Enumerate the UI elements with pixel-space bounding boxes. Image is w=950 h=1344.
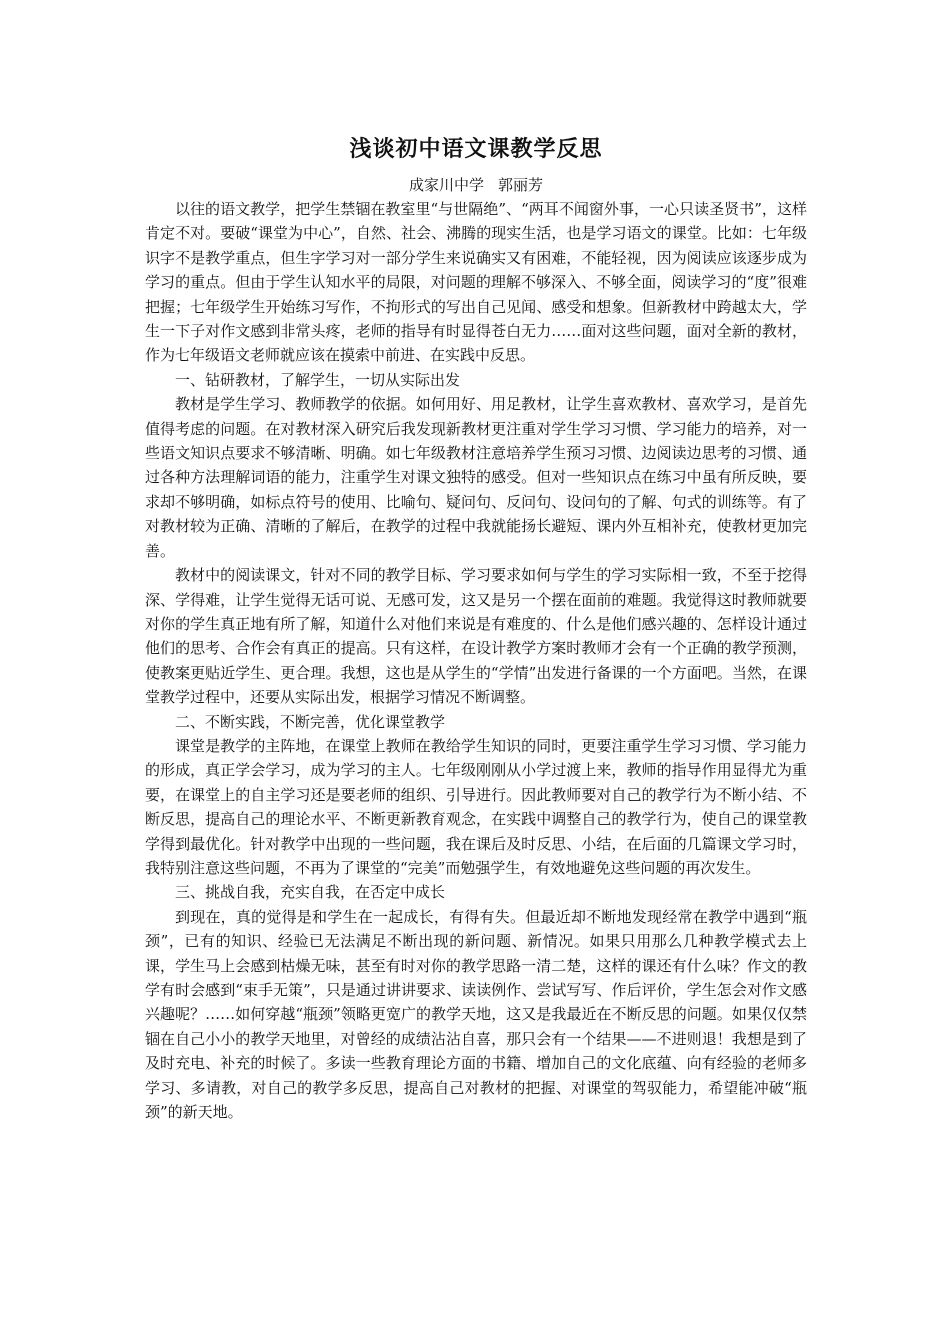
page-title: 浅谈初中语文课教学反思 — [349, 137, 603, 162]
author-name: 郭丽芳 — [498, 176, 544, 194]
section-heading-2: 二、不断实践，不断完善，优化课堂教学 — [175, 712, 446, 731]
paragraph-intro: 以往的语文教学，把学生禁锢在教室里“与世隔绝”、“两耳不闻窗外事，一心只读圣贤书”，这样肯定不对。要破“课堂为中心”，自然、社会、沸腾的现实生活，也是学习语文的课堂。比如：七年级识字不是教学重点，但生字学习对一部分学生来说确实又有困难，不能轻视，因为阅读应该逐步成为学习的重点。但由于学生认知水平的局限，对问题的理解不够深入、不够全面，阅读学习的“度”很难把握；七年级学生开始练习写作，不拘形式的写出自己见闻、感受和想象。但新教材中跨越太大，学生一下子对作文感到非常头疼，老师的指导有时显得苍白无力……面对这些问题，面对全新的教材，作为七年级语文老师就应该在摸索中前进、在实践中反思。 — [145, 200, 807, 365]
paragraph-1a: 教材是学生学习、教师教学的依据。如何用好、用足教材，让学生喜欢教材、喜欢学习，是首先值得考虑的问题。在对教材深入研究后我发现新教材更注重对学生学习习惯、学习能力的培养，对一些语文知识点要求不够清晰、明确。如七年级教材注意培养学生预习习惯、边阅读边思考的习惯、通过各种方法理解词语的能力，注重学生对课文独特的感受。但对一些知识点在练习中虽有所反映，要求却不够明确，如标点符号的使用、比喻句、疑问句、反问句、设问句的了解、句式的训练等。有了对教材较为正确、清晰的了解后，在教学的过程中我就能扬长避短、课内外互相补充，使教材更加完善。 — [145, 395, 807, 560]
document-body — [145, 135, 807, 1124]
author-line — [145, 173, 807, 197]
paragraph-1b: 教材中的阅读课文，针对不同的教学目标、学习要求如何与学生的学习实际相一致，不至于挖得深、学得难，让学生觉得无话可说、无感可发，这又是另一个摆在面前的难题。我觉得这时教师就要对你的学生真正地有所了解，知道什么对他们来说是有难度的、什么是他们感兴趣的、怎样设计通过他们的思考、合作会有真正的提高。只有这样，在设计教学方案时教师才会有一个正确的教学预测，使教案更贴近学生、更合理。我想，这也是从学生的“学情”出发进行备课的一个方面吧。当然，在课堂教学过程中，还要从实际出发，根据学习情况不断调整。 — [145, 566, 807, 707]
paragraph-2: 课堂是教学的主阵地，在课堂上教师在教给学生知识的同时，更要注重学生学习习惯、学习能力的形成，真正学会学习，成为学习的主人。七年级刚刚从小学过渡上来，教师的指导作用显得尤为重要，在课堂上的自主学习还是要老师的组织、引导进行。因此教师要对自己的教学行为不断小结、不断反思，提高自己的理论水平、不断更新教育观念，在实践中调整自己的教学行为，使自己的课堂教学得到最优化。针对教学中出现的一些问题，我在课后及时反思、小结，在后面的几篇课文学习时，我特别注意这些问题，不再为了课堂的“完美”而勉强学生，有效地避免这些问题的再次发生。 — [145, 736, 807, 877]
author-school: 成家川中学 — [408, 176, 484, 194]
section-heading-3: 三、挑战自我，充实自我，在否定中成长 — [175, 883, 446, 902]
section-heading-1: 一、钻研教材，了解学生，一切从实际出发 — [175, 370, 461, 389]
paragraph-3: 到现在，真的觉得是和学生在一起成长，有得有失。但最近却不断地发现经常在教学中遇到“瓶颈”，已有的知识、经验已无法满足不断出现的新问题、新情况。如果只用那么几种教学模式去上课，学生马上会感到枯燥无味，甚至有时对你的教学思路一清二楚，这样的课还有什么味？作文的教学有时会感到“束手无策”，只是通过讲讲要求、读读例作、尝试写写、作后评价，学生怎会对作文感兴趣呢？……如何穿越“瓶颈”领略更宽广的教学天地，这又是我最近在不断反思的问题。如果仅仅禁锢在自己小小的教学天地里，对曾经的成绩沾沾自喜，那只会有一个结果——不进则退！我想是到了及时充电、补充的时候了。多读一些教育理论方面的书籍、增加自己的文化底蕴、向有经验的老师多学习、多请教，对自己的教学多反思，提高自己对教材的把握、对课堂的驾驭能力，希望能冲破“瓶颈”的新天地。 — [145, 907, 807, 1122]
